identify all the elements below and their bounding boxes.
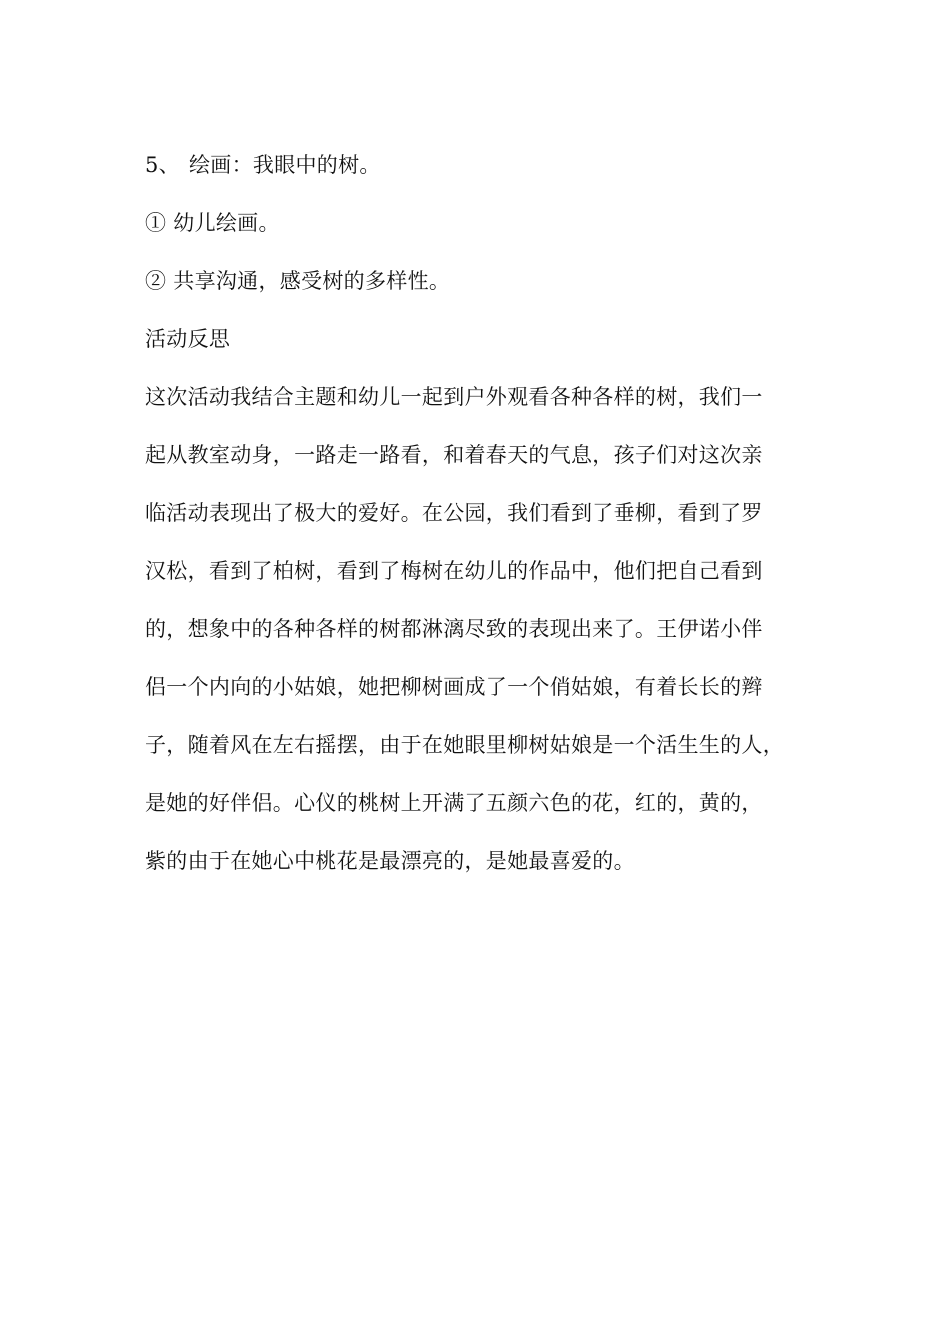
paragraph-line: 的，想象中的各种各样的树都淋漓尽致的表现出来了。王伊诺小伴 [145,617,763,641]
step-title: 绘画：我眼中的树。 [189,153,381,177]
paragraph-line: 起从教室动身，一路走一路看，和着春天的气息，孩子们对这次亲 [145,443,763,467]
sub-item: ② 共享沟通，感受树的多样性。 [145,269,451,293]
paragraph-line: 紫的由于在她心中桃花是最漂亮的，是她最喜爱的。 [145,849,635,873]
step-number: 5、 [145,153,180,177]
sub-item: ① 幼儿绘画。 [145,211,280,235]
paragraph-line: 是她的好伴侣。心仪的桃树上开满了五颜六色的花，红的，黄的， [145,791,763,815]
paragraph-line: 子，随着风在左右摇摆，由于在她眼里柳树姑娘是一个活生生的人， [145,733,784,757]
paragraph-line: 侣一个内向的小姑娘，她把柳树画成了一个俏姑娘，有着长长的辫 [145,675,763,699]
section-heading: 活动反思 [145,327,231,351]
reflection-paragraph [145,368,825,890]
document-body [145,136,825,890]
paragraph-line: 临活动表现出了极大的爱好。在公园，我们看到了垂柳，看到了罗 [145,501,763,525]
paragraph-line: 汉松，看到了柏树，看到了梅树在幼儿的作品中，他们把自己看到 [145,559,763,583]
step-heading [145,136,825,194]
paragraph-line: 这次活动我结合主题和幼儿一起到户外观看各种各样的树，我们一 [145,385,763,409]
